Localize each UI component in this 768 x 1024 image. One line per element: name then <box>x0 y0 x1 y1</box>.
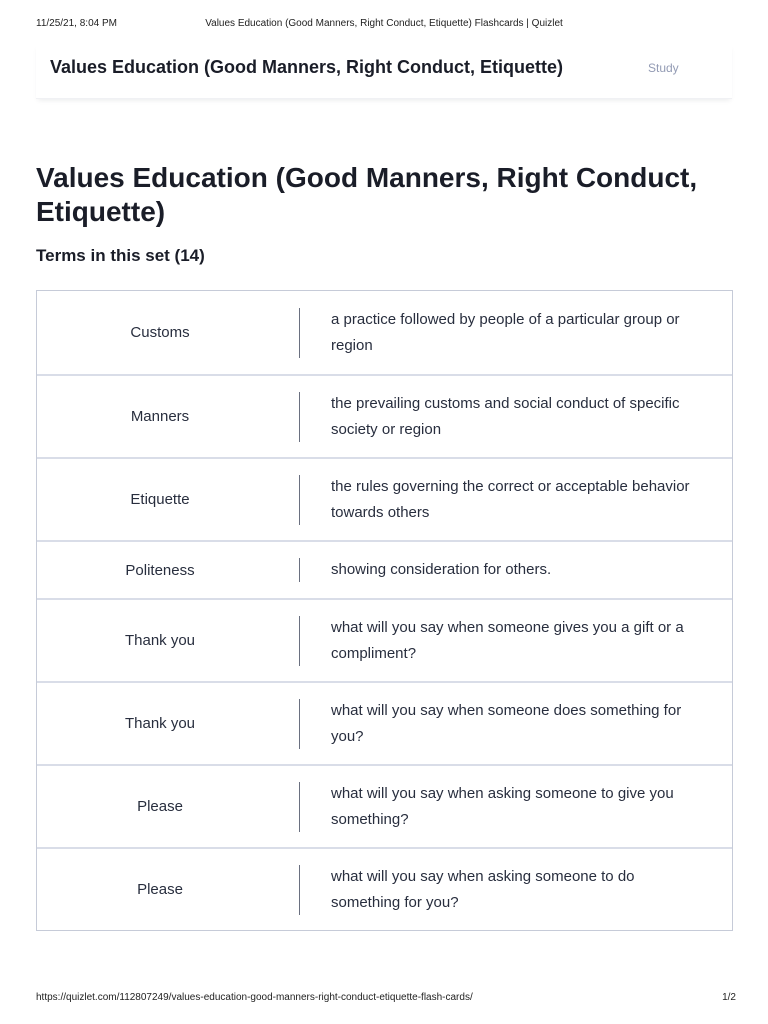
page-title: Values Education (Good Manners, Right Conduct, Etiquette) <box>36 162 698 227</box>
term-card <box>37 764 732 847</box>
term-text: Politeness <box>125 561 195 579</box>
print-url: https://quizlet.com/112807249/values-education-good-manners-right-conduct-etiquette-flash-cards/ <box>36 992 473 1003</box>
card-divider <box>299 308 300 358</box>
term-text: Please <box>137 798 183 815</box>
term-text: Please <box>137 881 183 898</box>
card-divider <box>299 475 300 525</box>
terms-heading: Terms in this set (14) <box>36 246 205 265</box>
card-divider <box>299 616 300 666</box>
term-card <box>37 540 732 598</box>
term-text: Etiquette <box>130 491 190 508</box>
definition-text: showing consideration for others. <box>331 561 552 579</box>
card-divider <box>299 699 300 749</box>
card-divider <box>299 865 300 915</box>
page-number: 1/2 <box>722 992 736 1003</box>
terms-list <box>36 290 733 931</box>
print-footer <box>0 992 768 1006</box>
term-card <box>37 681 732 764</box>
term-card <box>37 457 732 540</box>
term-text: Thank you <box>124 715 196 732</box>
header-set-title: Values Education (Good Manners, Right Conduct, Etiquette) <box>50 57 564 77</box>
definition-text: what will you say when someone does something for you? <box>331 702 682 745</box>
card-divider <box>299 558 300 582</box>
print-page-title: Values Education (Good Manners, Right Conduct, Etiquette) Flashcards | Quizlet <box>205 18 563 29</box>
term-card <box>37 291 732 374</box>
term-text: Customs <box>130 324 190 341</box>
study-button[interactable]: Study <box>648 61 679 75</box>
sticky-header <box>36 44 732 99</box>
print-datetime: 11/25/21, 8:04 PM <box>36 18 117 29</box>
term-card <box>37 374 732 457</box>
print-header <box>0 18 768 32</box>
term-card <box>37 598 732 681</box>
definition-text: the rules governing the correct or acceptable behavior towards others <box>331 478 690 521</box>
term-card <box>37 847 732 930</box>
definition-text: what will you say when asking someone to do something for you? <box>331 868 635 911</box>
definition-text: the prevailing customs and social conduct of specific society or region <box>331 395 680 438</box>
term-text: Thank you <box>124 632 196 649</box>
definition-text: what will you say when someone gives you a gift or a compliment? <box>331 619 684 662</box>
definition-text: a practice followed by people of a particular group or region <box>331 311 680 354</box>
card-divider <box>299 392 300 442</box>
card-divider <box>299 782 300 832</box>
definition-text: what will you say when asking someone to give you something? <box>331 785 674 828</box>
term-text: Manners <box>130 408 190 425</box>
